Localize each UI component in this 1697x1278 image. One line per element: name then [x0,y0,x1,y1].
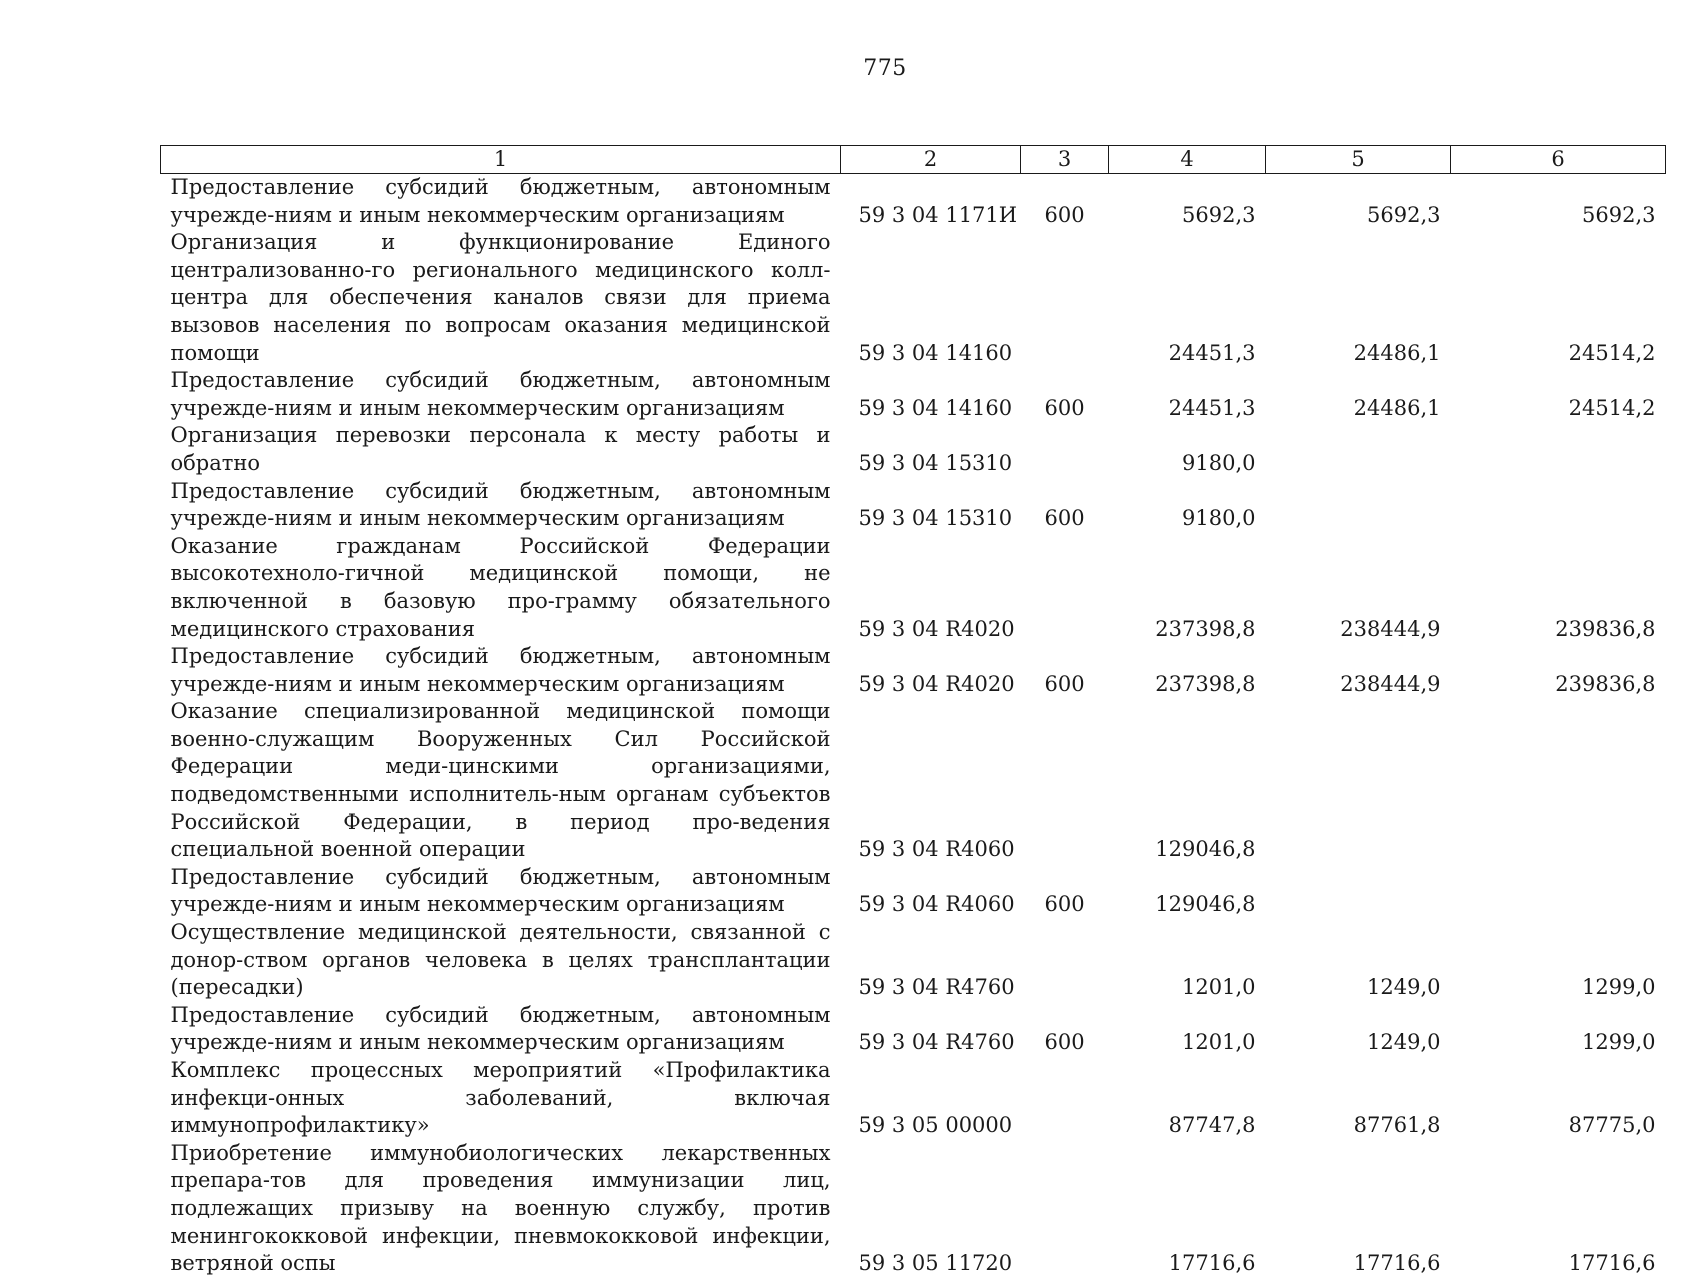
row-value-col4: 9180,0 [1182,450,1256,475]
row-code: 59 3 04 R4760 [858,975,1015,1000]
table-body [161,174,1666,1278]
row-code: 59 3 04 1171И [858,202,1018,227]
row-code: 59 3 04 R4060 [858,837,1015,862]
table-row [161,1057,1666,1140]
table-row [161,1002,1666,1057]
row-value-col6: 239836,8 [1555,616,1656,641]
row-code: 59 3 04 R4060 [858,892,1015,917]
row-value-col4: 24451,3 [1168,340,1256,365]
row-code: 59 3 04 R4020 [858,671,1015,696]
row-expense-type [1021,229,1109,367]
table-row [161,422,1666,477]
row-description: Организация перевозки персонала к месту работы и обратно [170,423,831,475]
table-row [161,643,1666,698]
row-code: 59 3 04 14160 [858,340,1013,365]
row-description: Предоставление субсидий бюджетным, автономным учрежде-ниям и иным некоммерческим организациям [170,175,831,227]
row-value-col5: 24486,1 [1353,395,1441,420]
header-col-3: 3 [1021,146,1109,174]
row-value-col4: 5692,3 [1182,202,1256,227]
row-value-col4: 129046,8 [1155,837,1256,862]
row-description: Оказание специализированной медицинской помощи военно-служащим Вооруженных Сил Российской Федерации меди-цинскими организациями, подведомственными исполнитель-ным органам субъектов Российской Федерации, в период про-ведения специальной военной операции [170,699,831,862]
row-description: Оказание гражданам Российской Федерации высокотехноло-гичной медицинской помощи, не включенной в базовую про-грамму обязательного медицинского страхования [170,533,831,641]
row-value-col6 [1451,478,1666,533]
row-description: Предоставление субсидий бюджетным, автономным учрежде-ниям и иным некоммерческим организациям [170,864,831,917]
header-row [161,146,1666,174]
row-expense-type: 600 [1044,506,1085,531]
row-value-col4: 129046,8 [1155,892,1256,917]
row-code: 59 3 05 00000 [858,1113,1013,1138]
row-value-col6 [1451,864,1666,919]
row-description: Предоставление субсидий бюджетным, автономным учрежде-ниям и иным некоммерческим организациям [170,1002,831,1055]
row-value-col4: 24451,3 [1168,395,1256,420]
row-expense-type: 600 [1044,671,1085,696]
row-expense-type [1021,422,1109,477]
row-description: Предоставление субсидий бюджетным, автономным учрежде-ниям и иным некоммерческим организациям [170,478,831,531]
row-expense-type [1021,1057,1109,1140]
table-header [161,146,1666,174]
row-value-col6: 1299,0 [1582,975,1656,1000]
table-row [161,174,1666,230]
row-expense-type [1021,1140,1109,1278]
row-expense-type [1021,533,1109,643]
row-value-col4: 87747,8 [1168,1113,1256,1138]
table-row [161,1140,1666,1278]
row-value-col6 [1451,422,1666,477]
header-col-2: 2 [841,146,1021,174]
row-value-col5: 238444,9 [1340,616,1441,641]
row-value-col6: 87775,0 [1568,1113,1656,1138]
row-value-col6: 239836,8 [1555,671,1656,696]
row-value-col4: 237398,8 [1155,671,1256,696]
header-col-6: 6 [1451,146,1666,174]
row-description: Комплекс процессных мероприятий «Профилактика инфекци-онных заболеваний, включая иммунопрофилактику» [170,1058,831,1138]
row-value-col6: 17716,6 [1568,1251,1656,1276]
row-value-col4: 1201,0 [1182,1030,1256,1055]
table-row [161,919,1666,1002]
row-value-col4: 237398,8 [1155,616,1256,641]
row-value-col6: 24514,2 [1568,395,1656,420]
row-value-col5 [1266,864,1451,919]
row-code: 59 3 04 15310 [858,506,1013,531]
table-row [161,533,1666,643]
row-value-col6: 24514,2 [1568,340,1656,365]
row-value-col6: 1299,0 [1582,1030,1656,1055]
row-description: Предоставление субсидий бюджетным, автономным учрежде-ниям и иным некоммерческим организациям [170,644,831,696]
row-expense-type: 600 [1044,1030,1085,1055]
row-value-col5: 24486,1 [1353,340,1441,365]
header-col-4: 4 [1109,146,1266,174]
row-expense-type [1021,698,1109,864]
row-code: 59 3 04 15310 [858,450,1013,475]
row-value-col5 [1266,422,1451,477]
row-description: Приобретение иммунобиологических лекарственных препара-тов для проведения иммунизации лиц, подлежащих призыву на военную службу, против менингококковой инфекции, пневмококковой инфекции, ветряной оспы [170,1140,831,1276]
row-value-col6 [1451,698,1666,864]
row-description: Организация и функционирование Единого централизованно-го регионального медицинского колл-центра для обеспечения каналов связи для приема вызовов населения по вопросам оказания медицинской помощи [170,230,831,365]
table-row [161,864,1666,919]
table-row [161,229,1666,367]
row-value-col5 [1266,478,1451,533]
row-value-col4: 17716,6 [1168,1251,1256,1276]
header-col-1: 1 [161,146,841,174]
row-value-col5: 5692,3 [1367,202,1441,227]
row-code: 59 3 04 R4760 [858,1030,1015,1055]
row-code: 59 3 05 11720 [858,1251,1013,1276]
row-expense-type: 600 [1044,892,1085,917]
row-description: Осуществление медицинской деятельности, связанной с донор-ством органов человека в целях трансплантации (пересадки) [170,920,831,1000]
row-value-col6: 5692,3 [1582,202,1656,227]
row-code: 59 3 04 14160 [858,395,1013,420]
header-col-5: 5 [1266,146,1451,174]
row-value-col5: 1249,0 [1367,975,1441,1000]
row-description: Предоставление субсидий бюджетным, автономным учрежде-ниям и иным некоммерческим организациям [170,368,831,420]
table-row [161,367,1666,422]
row-expense-type [1021,919,1109,1002]
row-expense-type: 600 [1044,395,1085,420]
row-value-col4: 9180,0 [1182,506,1256,531]
row-value-col5: 1249,0 [1367,1030,1441,1055]
row-code: 59 3 04 R4020 [858,616,1015,641]
table-row [161,478,1666,533]
row-value-col4: 1201,0 [1182,975,1256,1000]
row-value-col5: 17716,6 [1353,1251,1441,1276]
page-number: 775 [863,56,907,81]
table-row [161,698,1666,864]
row-value-col5: 238444,9 [1340,671,1441,696]
row-value-col5 [1266,698,1451,864]
row-expense-type: 600 [1044,202,1085,227]
row-value-col5: 87761,8 [1353,1113,1441,1138]
budget-table [160,145,1666,1278]
